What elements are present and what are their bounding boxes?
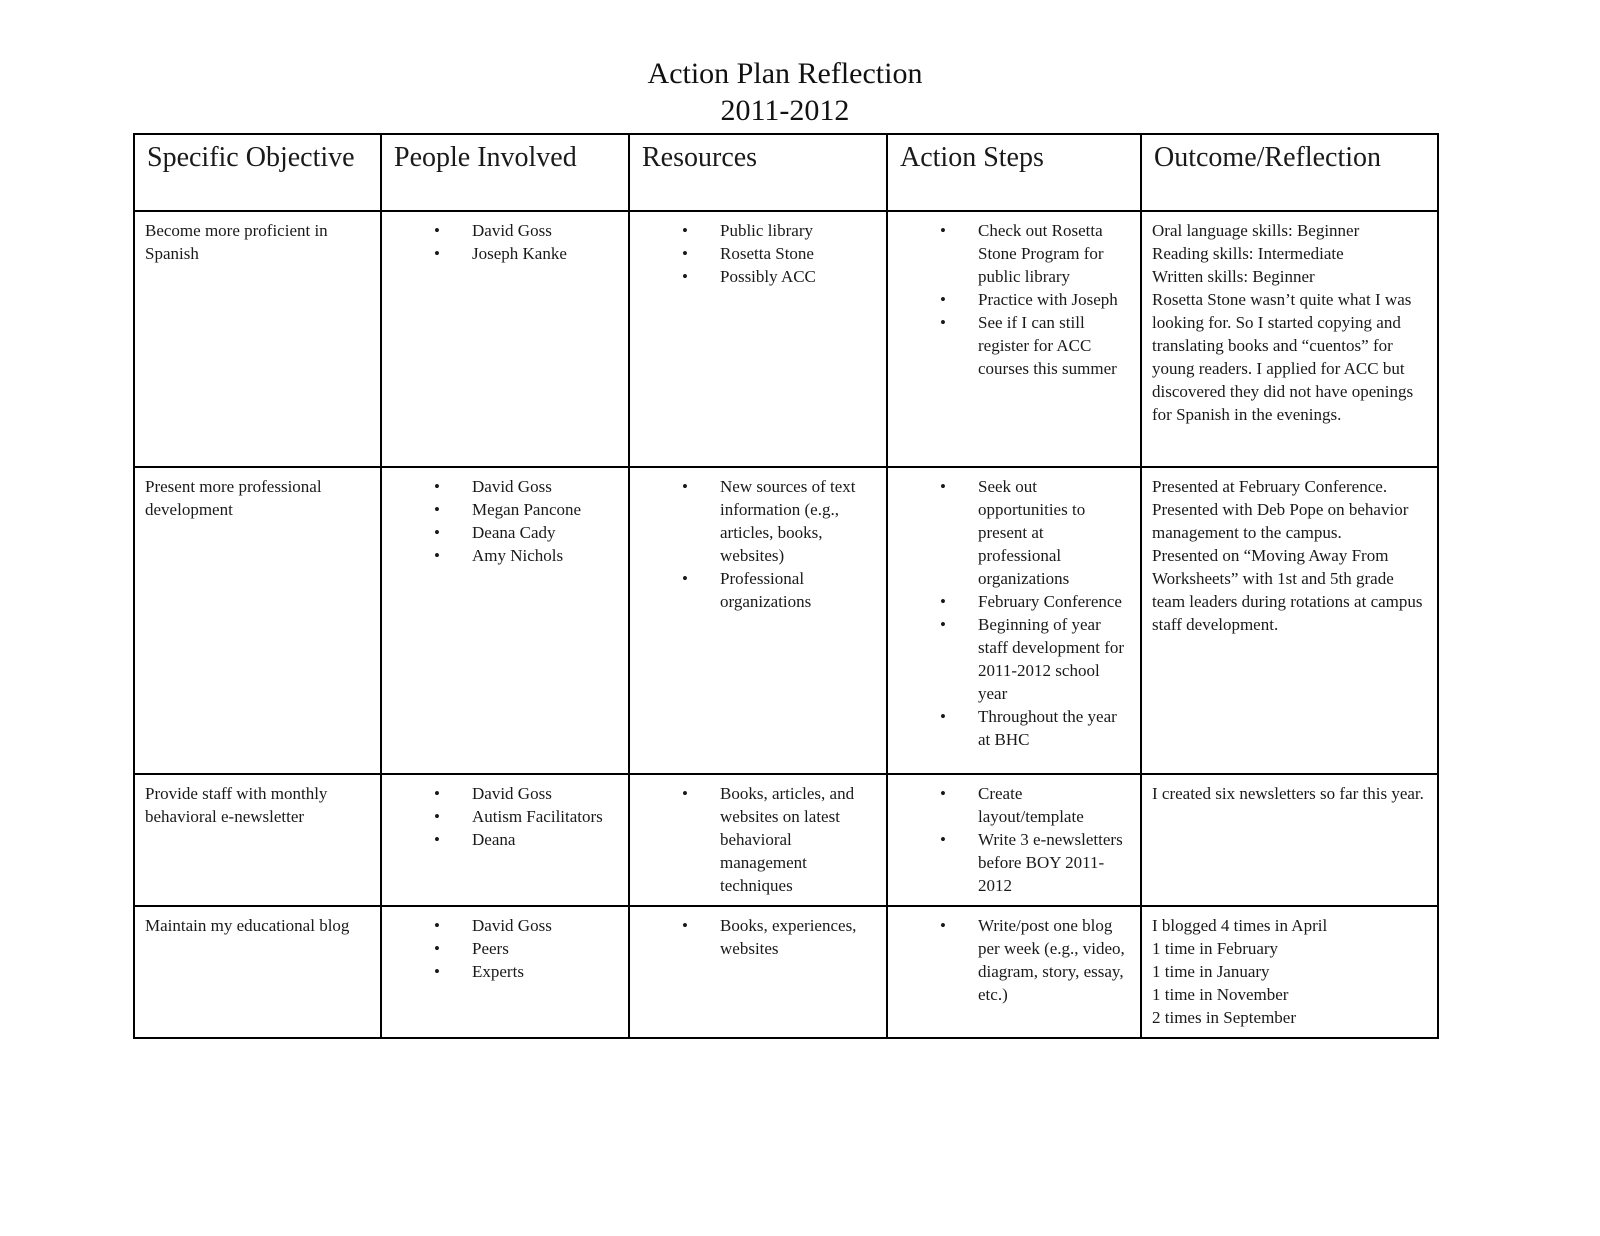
people-list — [434, 782, 618, 851]
column-header-specific-objective: Specific Objective — [134, 134, 381, 211]
objective-cell: Provide staff with monthly behavioral e-newsletter — [134, 774, 381, 906]
action-steps-list — [940, 914, 1130, 1006]
resources-list — [682, 475, 876, 613]
people-list — [434, 914, 618, 983]
people-list — [434, 475, 618, 567]
bullet-item: • Possibly ACC — [682, 265, 876, 288]
bullet-item: • David Goss — [434, 782, 618, 805]
bullet-item: • David Goss — [434, 219, 618, 242]
outcome-line: Reading skills: Intermediate — [1152, 244, 1344, 263]
outcome-line: Presented at February Conference. — [1152, 477, 1388, 496]
outcome-lines — [1152, 475, 1427, 636]
header-row — [134, 134, 1438, 211]
bullet-item: • Professional organizations — [682, 567, 876, 613]
outcome-line: Written skills: Beginner — [1152, 267, 1315, 286]
bullet-item: • Check out Rosetta Stone Program for public library — [940, 219, 1130, 288]
resources-list — [682, 782, 876, 897]
table-row — [134, 211, 1438, 467]
column-header-outcome-reflection: Outcome/Reflection — [1141, 134, 1438, 211]
outcome-line: Presented with Deb Pope on behavior management to the campus. — [1152, 500, 1409, 542]
bullet-item: • Public library — [682, 219, 876, 242]
outcome-line: Oral language skills: Beginner — [1152, 221, 1360, 240]
bullet-item: • Peers — [434, 937, 618, 960]
outcome-line: 2 times in September — [1152, 1008, 1297, 1027]
title-line-1: Action Plan Reflection — [647, 57, 923, 90]
people-cell — [381, 211, 629, 467]
bullet-item: • Seek out opportunities to present at professional organizations — [940, 475, 1130, 590]
action-steps-cell — [887, 906, 1141, 1038]
table-row — [134, 906, 1438, 1038]
outcome-line: 1 time in November — [1152, 985, 1289, 1004]
objective-cell: Present more professional development — [134, 467, 381, 774]
resources-cell — [629, 467, 887, 774]
bullet-item: • New sources of text information (e.g., articles, books, websites) — [682, 475, 876, 567]
column-header-people-involved: People Involved — [381, 134, 629, 211]
people-cell — [381, 774, 629, 906]
resources-list — [682, 914, 876, 960]
column-header-resources: Resources — [629, 134, 887, 211]
action-steps-list — [940, 782, 1130, 897]
bullet-item: • Beginning of year staff development for 2011-2012 school year — [940, 613, 1130, 705]
bullet-item: • Autism Facilitators — [434, 805, 618, 828]
outcome-lines — [1152, 914, 1427, 1029]
bullet-item: • Create layout/template — [940, 782, 1130, 828]
column-header-action-steps: Action Steps — [887, 134, 1141, 211]
bullet-item: • David Goss — [434, 914, 618, 937]
people-list — [434, 219, 618, 265]
people-cell — [381, 467, 629, 774]
action-steps-cell — [887, 211, 1141, 467]
action-steps-cell — [887, 774, 1141, 906]
bullet-item: • Amy Nichols — [434, 544, 618, 567]
bullet-item: • See if I can still register for ACC courses this summer — [940, 311, 1130, 380]
outcome-cell — [1141, 211, 1438, 467]
action-steps-list — [940, 219, 1130, 380]
outcome-line: 1 time in January — [1152, 962, 1270, 981]
bullet-item: • Books, articles, and websites on latest behavioral management techniques — [682, 782, 876, 897]
bullet-item: • Write 3 e-newsletters before BOY 2011-2012 — [940, 828, 1130, 897]
outcome-lines — [1152, 219, 1427, 426]
outcome-line: I created six newsletters so far this year. — [1152, 784, 1424, 803]
outcome-line: Rosetta Stone wasn’t quite what I was looking for. So I started copying and translating books and “cuentos” for young readers. I applied for ACC but discovered they did not have openings for Spanish in the evenings. — [1152, 290, 1414, 424]
resources-cell — [629, 774, 887, 906]
bullet-item: • Books, experiences, websites — [682, 914, 876, 960]
bullet-item: • Deana Cady — [434, 521, 618, 544]
bullet-item: • Megan Pancone — [434, 498, 618, 521]
outcome-cell — [1141, 906, 1438, 1038]
outcome-line: Presented on “Moving Away From Worksheets” with 1st and 5th grade team leaders during rotations at campus staff development. — [1152, 546, 1423, 634]
bullet-item: • Rosetta Stone — [682, 242, 876, 265]
bullet-item: • February Conference — [940, 590, 1130, 613]
resources-cell — [629, 211, 887, 467]
bullet-item: • David Goss — [434, 475, 618, 498]
outcome-line: I blogged 4 times in April — [1152, 916, 1328, 935]
outcome-cell — [1141, 774, 1438, 906]
document-title — [133, 55, 1437, 129]
title-line-2: 2011-2012 — [720, 94, 850, 127]
action-steps-list — [940, 475, 1130, 751]
people-cell — [381, 906, 629, 1038]
action-plan-table — [133, 133, 1439, 1039]
objective-cell: Become more proficient in Spanish — [134, 211, 381, 467]
table-row — [134, 774, 1438, 906]
outcome-cell — [1141, 467, 1438, 774]
resources-cell — [629, 906, 887, 1038]
bullet-item: • Deana — [434, 828, 618, 851]
outcome-lines — [1152, 782, 1427, 805]
action-steps-cell — [887, 467, 1141, 774]
bullet-item: • Experts — [434, 960, 618, 983]
objective-cell: Maintain my educational blog — [134, 906, 381, 1038]
bullet-item: • Write/post one blog per week (e.g., video, diagram, story, essay, etc.) — [940, 914, 1130, 1006]
table-row — [134, 467, 1438, 774]
bullet-item: • Practice with Joseph — [940, 288, 1130, 311]
outcome-line: 1 time in February — [1152, 939, 1279, 958]
bullet-item: • Joseph Kanke — [434, 242, 618, 265]
resources-list — [682, 219, 876, 288]
bullet-item: • Throughout the year at BHC — [940, 705, 1130, 751]
